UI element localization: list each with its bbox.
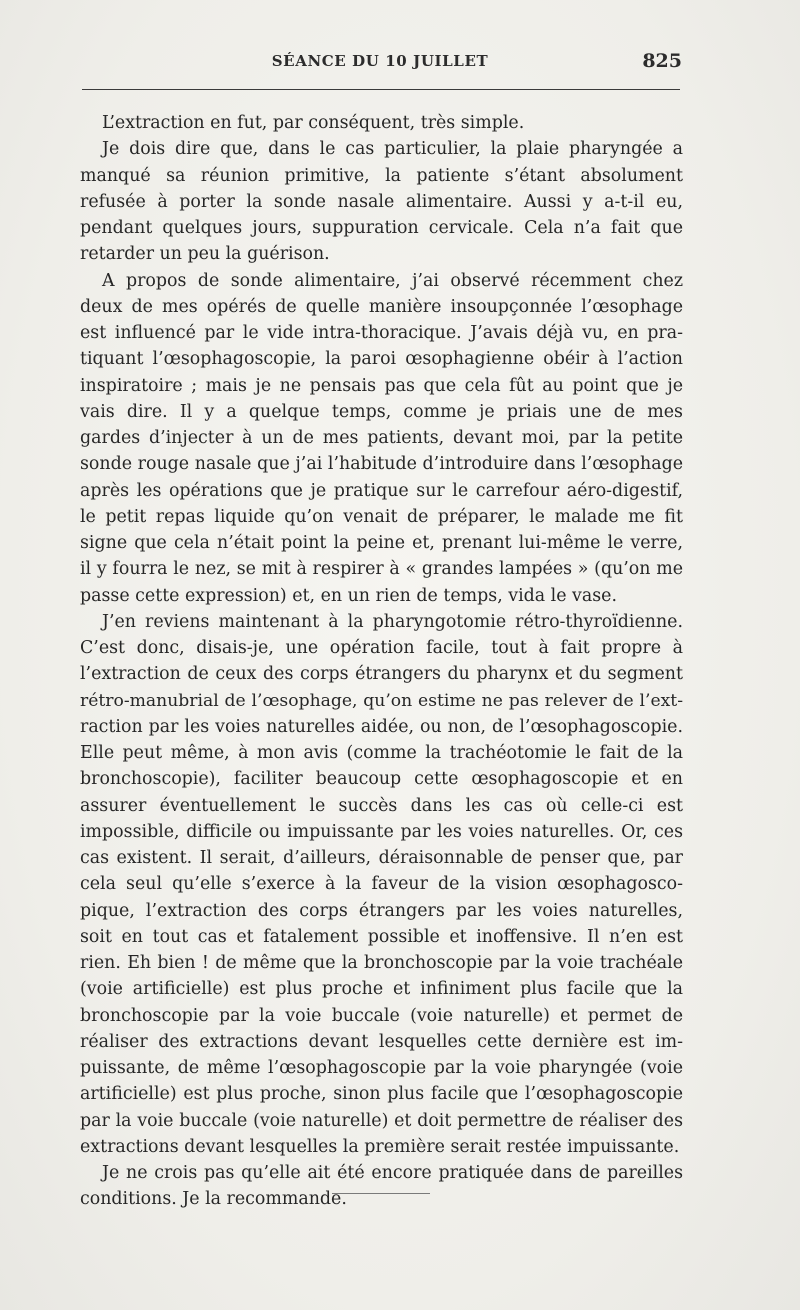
text-line: signe que cela n’était point la peine et, prenant lui-même le verre, bbox=[80, 533, 683, 553]
text-line: est influencé par le vide intra-thoracique. J’avais déjà vu, en pra- bbox=[80, 323, 683, 343]
paragraph bbox=[80, 268, 683, 609]
text-line: conditions. Je la recommande. bbox=[80, 1189, 347, 1210]
text-line: gardes d’injecter à un de mes patients, devant moi, par la petite bbox=[80, 428, 683, 448]
text-line: Je dois dire que, dans le cas particulier, la plaie pharyngée a bbox=[102, 139, 683, 160]
text-line: cas existent. Il serait, d’ailleurs, déraisonnable de penser que, par bbox=[80, 848, 683, 868]
text-line: par la voie buccale (voie naturelle) et doit permettre de réaliser des bbox=[80, 1110, 683, 1131]
text-line: pendant quelques jours, suppuration cervicale. Cela n’a fait que bbox=[80, 218, 683, 238]
text-line: réaliser des extractions devant lesquelles cette dernière est im- bbox=[80, 1031, 683, 1052]
text-line: refusée à porter la sonde nasale alimentaire. Aussi y a-t-il eu, bbox=[80, 191, 683, 212]
text-line: inspiratoire ; mais je ne pensais pas que cela fût au point que je bbox=[80, 375, 683, 396]
text-line: bronchoscopie), faciliter beaucoup cette œsophagoscopie et en bbox=[80, 769, 683, 790]
text-line: (voie artificielle) est plus proche et infiniment plus facile que la bbox=[80, 979, 683, 1000]
closing-rule bbox=[332, 1193, 430, 1194]
text-line: L’extraction en fut, par conséquent, très simple. bbox=[102, 113, 525, 133]
text-line: assurer éventuellement le succès dans les cas où celle-ci est bbox=[80, 795, 683, 816]
text-line: manqué sa réunion primitive, la patiente s’étant absolument bbox=[80, 165, 683, 186]
text-line: l’extraction de ceux des corps étrangers du pharynx et du segment bbox=[80, 664, 683, 685]
text-line: pique, l’extraction des corps étrangers par les voies naturelles, bbox=[80, 900, 683, 921]
text-line: retarder un peu la guérison. bbox=[80, 244, 330, 265]
text-line: passe cette expression) et, en un rien de temps, vida le vase. bbox=[80, 585, 617, 606]
text-line: impossible, difficile ou impuissante par les voies naturelles. Or, ces bbox=[80, 821, 683, 842]
running-title: SÉANCE DU 10 JUILLET bbox=[271, 52, 489, 70]
text-line: cela seul qu’elle s’exerce à la faveur de la vision œsophagosco- bbox=[80, 874, 683, 895]
body-text bbox=[80, 110, 683, 1213]
text-line: deux de mes opérés de quelle manière insoupçonnée l’œsophage bbox=[80, 296, 683, 317]
text-line: raction par les voies naturelles aidée, ou non, de l’œsophagoscopie. bbox=[80, 716, 683, 737]
text-line: vais dire. Il y a quelque temps, comme je priais une de mes bbox=[80, 401, 683, 422]
text-line: Je ne crois pas qu’elle ait été encore pratiquée dans de pareilles bbox=[102, 1163, 683, 1183]
text-line: soit en tout cas et fatalement possible et inoffensive. Il n’en est bbox=[80, 926, 683, 947]
page-number: 825 bbox=[642, 50, 682, 72]
paragraph bbox=[80, 110, 683, 136]
text-line: bronchoscopie par la voie buccale (voie naturelle) et permet de bbox=[80, 1005, 683, 1026]
text-line: sonde rouge nasale que j’ai l’habitude d’introduire dans l’œsophage bbox=[80, 454, 683, 475]
text-line: puissante, de même l’œsophagoscopie par la voie pharyngée (voie bbox=[80, 1058, 683, 1078]
text-line: il y fourra le nez, se mit à respirer à « grandes lampées » (qu’on me bbox=[80, 559, 683, 580]
paragraph bbox=[80, 1160, 683, 1213]
running-head bbox=[78, 50, 682, 76]
text-line: tiquant l’œsophagoscopie, la paroi œsophagienne obéir à l’action bbox=[80, 349, 683, 370]
text-line: J’en reviens maintenant à la pharyngotomie rétro-thyroïdienne. bbox=[102, 611, 683, 632]
text-line: après les opérations que je pratique sur le carrefour aéro-digestif, bbox=[80, 480, 683, 501]
header-rule bbox=[82, 89, 680, 90]
text-line: le petit repas liquide qu’on venait de préparer, le malade me fit bbox=[80, 506, 683, 527]
paragraph bbox=[80, 136, 683, 267]
text-line: rétro-manubrial de l’œsophage, qu’on estime ne pas relever de l’ext- bbox=[80, 690, 683, 711]
text-line: C’est donc, disais-je, une opération facile, tout à fait propre à bbox=[80, 638, 683, 658]
text-line: A propos de sonde alimentaire, j’ai observé récemment chez bbox=[102, 270, 683, 291]
text-line: extractions devant lesquelles la première serait restée impuissante. bbox=[80, 1136, 680, 1157]
text-line: artificielle) est plus proche, sinon plus facile que l’œsophagoscopie bbox=[80, 1084, 683, 1105]
text-line: rien. Eh bien ! de même que la bronchoscopie par la voie trachéale bbox=[80, 953, 683, 973]
text-line: Elle peut même, à mon avis (comme la trachéotomie le fait de la bbox=[80, 743, 683, 763]
paragraph bbox=[80, 609, 683, 1160]
